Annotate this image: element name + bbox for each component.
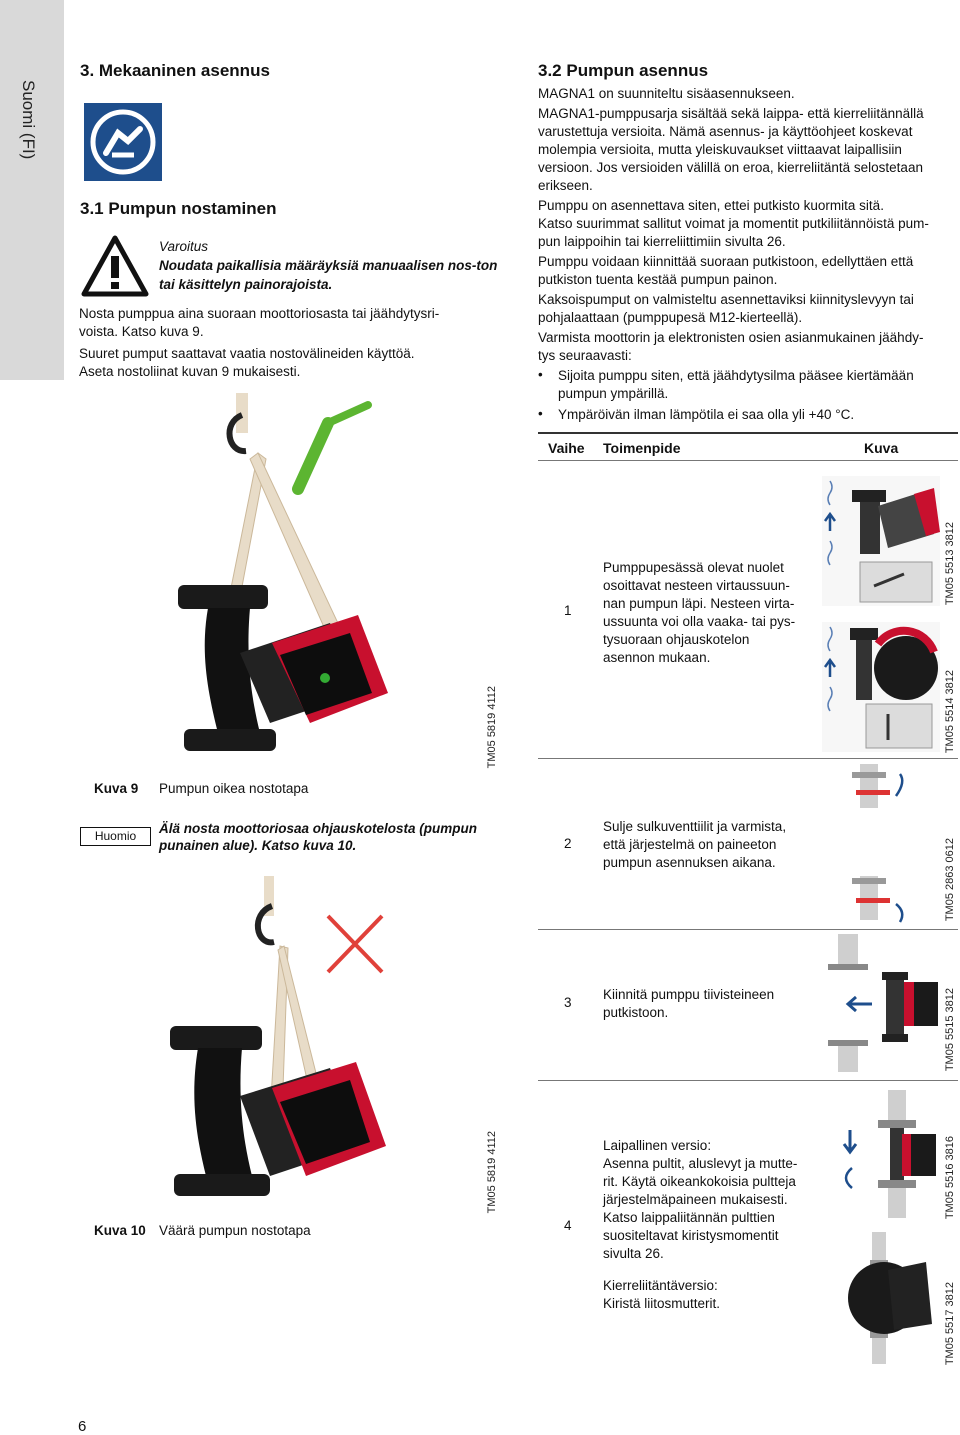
text-line: että järjestelmä on paineeton	[603, 837, 777, 852]
warning-label: Varoitus	[159, 239, 209, 254]
text-line: pumpun ympärillä.	[558, 386, 669, 401]
text-line: järjestelmäpaineen mukaisesti.	[603, 1192, 788, 1207]
text-line: Katso laippaliitännän pulttien	[603, 1210, 775, 1225]
step-text	[603, 559, 795, 667]
text-line: Pumppu on asennettava siten, ettei putkisto kuormita sitä.	[538, 198, 884, 213]
text-line: pun laippoihin tai kierreliittimiin sivulta 26.	[538, 234, 786, 249]
col-header-action: Toimenpide	[603, 440, 681, 456]
figure-9-caption: Pumpun oikea nostotapa	[159, 781, 309, 796]
text-line: nan pumpun läpi. Nesteen virta-	[603, 596, 795, 611]
text-line: voista. Katso kuva 9.	[79, 324, 204, 339]
figure-code: TM05 5514 3812	[944, 670, 956, 754]
text-line: rit. Käytä oikeankokoisia pultteja	[603, 1174, 796, 1189]
text-line: ussuunta voi olla vaaka- tai pys-	[603, 614, 796, 629]
flange-bolts-figure	[826, 1090, 942, 1220]
step-number: 2	[564, 836, 572, 851]
text-line: putkiston tuenta kestää pumpun painon.	[538, 272, 778, 287]
text-line: MAGNA1-pumppusarja sisältää sekä laippa- että kierreliitännällä	[538, 106, 924, 121]
bullet-item	[558, 367, 914, 403]
flow-arrows-figure-b	[822, 622, 940, 752]
table-row-rule	[538, 758, 958, 759]
warning-text: Noudata paikallisia määräyksiä manuaalisen nos-ton tai käsittelyn painorajoista.	[159, 258, 498, 292]
table-row-rule	[538, 929, 958, 930]
text-line: Nosta pumppua aina suoraan moottoriosasta tai jäähdytysri-	[79, 306, 440, 321]
figure-9-image	[160, 393, 420, 778]
step-number: 4	[564, 1218, 572, 1233]
bullet-marker: •	[538, 367, 543, 382]
text-line: Laipallinen versio:	[603, 1138, 712, 1153]
col-header-step: Vaihe	[548, 440, 585, 456]
section-title: 3. Mekaaninen asennus	[80, 61, 270, 80]
figure-10-image	[160, 876, 420, 1216]
figure-code: TM05 5513 3812	[944, 522, 956, 606]
text-line: osoittavat nesteen virtaussuun-	[603, 578, 790, 593]
step-text	[603, 818, 786, 872]
subsection-title: 3.1 Pumpun nostaminen	[80, 199, 277, 218]
threaded-version-figure	[836, 1232, 940, 1364]
figure-code: TM05 2863 0612	[944, 838, 956, 922]
text-line: MAGNA1 on suunniteltu sisäasennukseen.	[538, 86, 795, 101]
text-line: erikseen.	[538, 178, 593, 193]
warning-box	[159, 237, 504, 294]
step-number: 3	[564, 995, 572, 1010]
text-line: Pumppupesässä olevat nuolet	[603, 560, 784, 575]
step-text	[603, 1137, 797, 1263]
bullet-marker: •	[538, 406, 543, 421]
text-line: Sijoita pumppu siten, että jäähdytysilma pääsee kiertämään	[558, 368, 914, 383]
text-line: suositeltavat kiristysmomentit	[603, 1228, 779, 1243]
section-3-2-title: 3.2 Pumpun asennus	[538, 61, 709, 80]
figure-code: TM05 5515 3812	[944, 988, 956, 1072]
figure-code: TM05 5516 3816	[944, 1136, 956, 1220]
figure-9-label: Kuva 9	[94, 781, 139, 796]
figure-10-caption: Väärä pumpun nostotapa	[159, 1223, 311, 1238]
note-text: Älä nosta moottoriosaa ohjauskotelosta (pumpun punainen alue). Katso kuva 10.	[159, 821, 478, 853]
text-line: versioon. Jos versioiden välillä on eroa, kierreliitäntä selostetaan	[538, 160, 923, 175]
text-line: Kaksoispumput on valmisteltu asennettaviksi kiinnityslevyyn tai	[538, 292, 914, 307]
text-line: Katso suurimmat sallitut voimat ja momentit putkiliitännöistä pum-	[538, 216, 929, 231]
language-tab-label: Suomi (FI)	[19, 80, 38, 160]
shutoff-valves-figure	[848, 764, 918, 924]
bullet-item: Ympäröivän ilman lämpötila ei saa olla yli +40 °C.	[558, 407, 855, 422]
lifting-symbol-icon	[84, 103, 162, 181]
figure-10-code: TM05 5819 4112	[486, 1131, 498, 1214]
installation-text	[538, 85, 958, 365]
text-line: Asenna pultit, aluslevyt ja mutte-	[603, 1156, 798, 1171]
text-line: asennon mukaan.	[603, 650, 711, 665]
table-header-rule	[538, 460, 958, 461]
flow-arrows-figure-a	[822, 476, 940, 606]
figure-code: TM05 5517 3812	[944, 1282, 956, 1366]
lift-instructions	[79, 305, 439, 381]
step-text	[603, 986, 774, 1022]
text-line: pumpun asennuksen aikana.	[603, 855, 776, 870]
note-badge: Huomio	[80, 827, 151, 846]
text-line: Varmista moottorin ja elektronisten osien asianmukainen jäähdy-	[538, 330, 924, 345]
text-line: Kiristä liitosmutterit.	[603, 1296, 721, 1311]
warning-icon	[80, 234, 150, 298]
text-line: varustettuja versioita. Nämä asennus- ja käyttöohjeet koskevat	[538, 124, 913, 139]
text-line: putkistoon.	[603, 1005, 669, 1020]
col-header-figure: Kuva	[864, 440, 899, 456]
language-tab	[0, 0, 64, 380]
page-number: 6	[78, 1418, 87, 1435]
text-line: molempia versioita, mutta yleiskuvaukset viittaavat laipallisiin	[538, 142, 902, 157]
table-top-rule	[538, 432, 958, 434]
pump-mounting-figure	[824, 934, 944, 1074]
text-line: Pumppu voidaan kiinnittää suoraan putkistoon, edellyttäen että	[538, 254, 914, 269]
figure-9-code: TM05 5819 4112	[486, 686, 498, 769]
text-line: tys seuraavasti:	[538, 348, 632, 363]
text-line: pohjalaattaan (pumppupesä M12-kierteellä).	[538, 310, 803, 325]
table-row-rule	[538, 1080, 958, 1081]
figure-10-label: Kuva 10	[94, 1223, 146, 1238]
step-text-threaded	[603, 1277, 720, 1313]
step-number: 1	[564, 603, 572, 618]
text-line: Kiinnitä pumppu tiivisteineen	[603, 987, 775, 1002]
text-line: Sulje sulkuventtiilit ja varmista,	[603, 819, 787, 834]
text-line: Kierreliitäntäversio:	[603, 1278, 718, 1293]
text-line: Suuret pumput saattavat vaatia nostovälineiden käyttöä.	[79, 346, 415, 361]
text-line: sivulta 26.	[603, 1246, 664, 1261]
text-line: tysuoraan ohjauskotelon	[603, 632, 750, 647]
text-line: Aseta nostoliinat kuvan 9 mukaisesti.	[79, 364, 301, 379]
